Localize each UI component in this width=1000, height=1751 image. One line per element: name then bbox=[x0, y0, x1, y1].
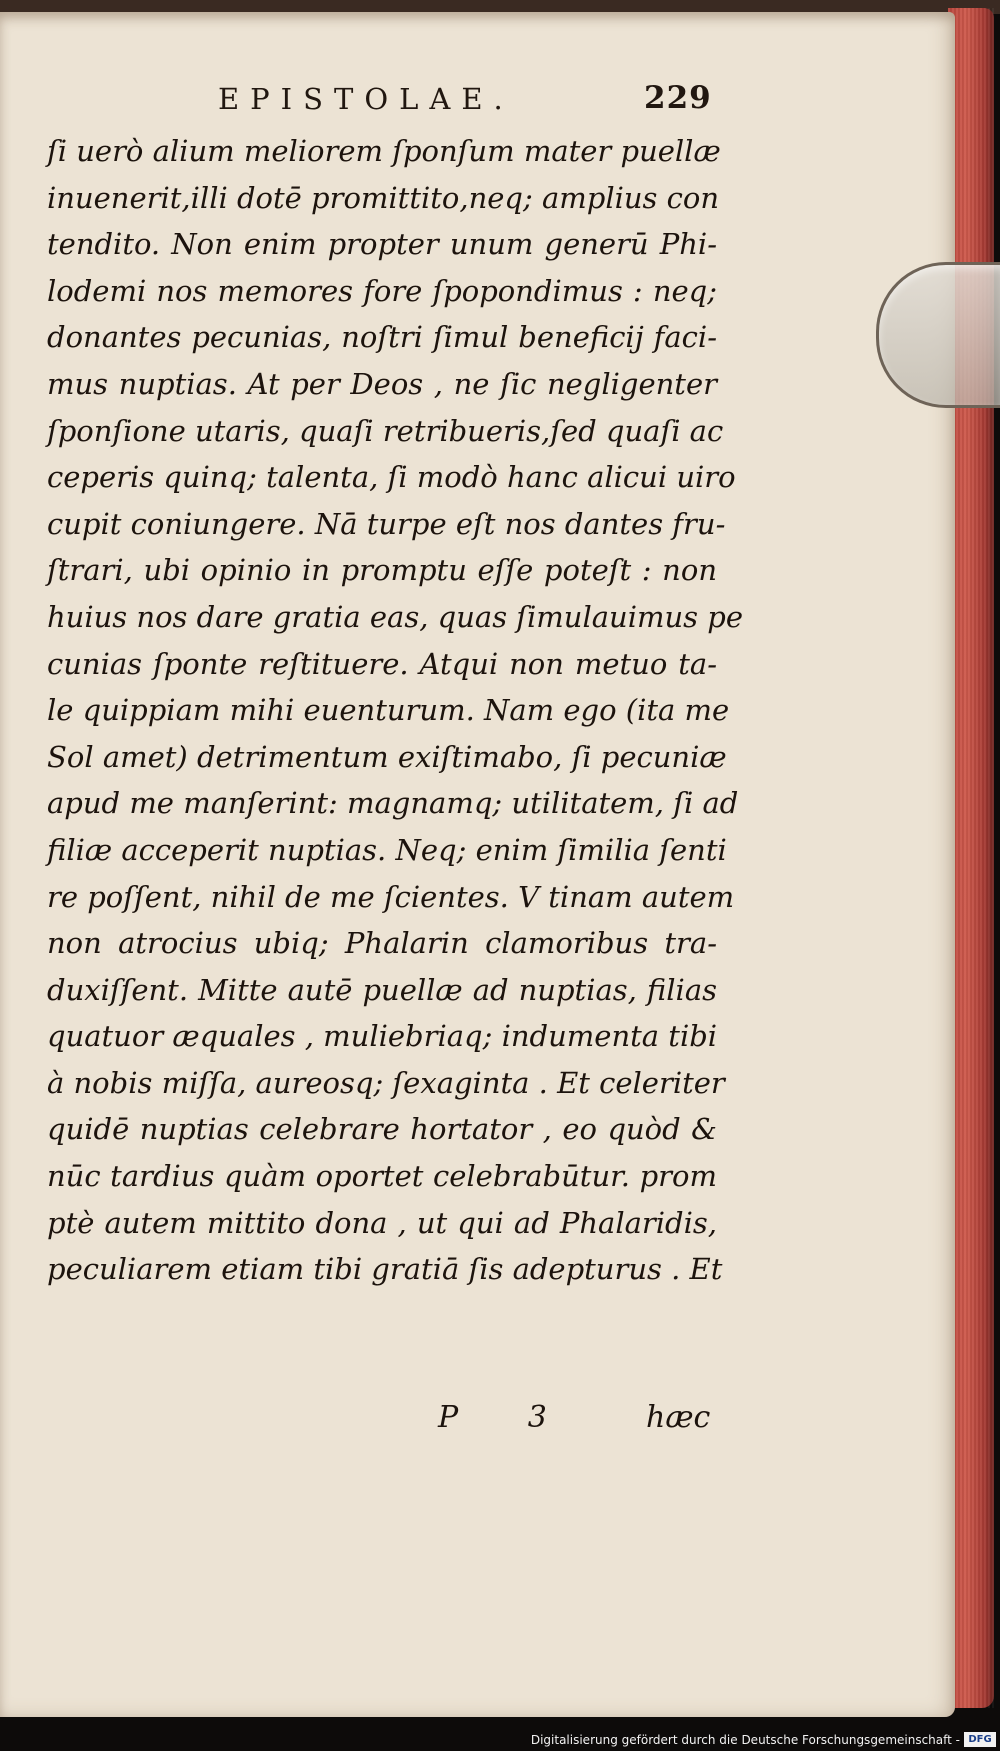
catchword: hæc bbox=[646, 1400, 711, 1435]
text-line: duxiſſent. Mitte autē puellæ ad nuptias, filias bbox=[47, 972, 717, 1007]
text-line: lodemi nos memores fore ſpopondimus : neq; bbox=[47, 273, 717, 308]
text-line: donantes pecunias, noſtri ſimul beneficij faci- bbox=[47, 320, 717, 355]
signature-mark: P 3 bbox=[438, 1400, 577, 1435]
text-line: Sol amet) detrimentum exiſtimabo, ſi pecuniæ bbox=[47, 739, 727, 774]
text-line: re poſſent, nihil de me ſcientes. V tinam autem bbox=[47, 879, 735, 914]
page-header bbox=[0, 82, 955, 122]
text-line: peculiarem etiam tibi gratiā ſis adepturus . Et bbox=[47, 1252, 723, 1287]
text-line: apud me manſerint: magnamq; utilitatem, ſi ad bbox=[47, 786, 739, 821]
text-line: ptè autem mittito dona , ut qui ad Phalaridis, bbox=[47, 1205, 717, 1240]
dfg-logo: DFG bbox=[964, 1732, 996, 1747]
text-line: à nobis miſſa, aureosq; ſexaginta . Et celeriter bbox=[47, 1065, 725, 1100]
text-line: non atrocius ubiq; Phalarin clamoribus tra- bbox=[47, 926, 717, 961]
text-line: ſi uerò alium meliorem ſponſum mater puellæ bbox=[47, 134, 721, 168]
text-line: quidē nuptias celebrare hortator , eo quòd & bbox=[47, 1112, 717, 1147]
text-line: cunias ſponte reſtituere. Atqui non metuo ta- bbox=[47, 646, 717, 681]
text-line: le quippiam mihi euenturum. Nam ego (ita me bbox=[47, 693, 730, 728]
page-clip-bookmark bbox=[876, 262, 1000, 408]
text-line: ſponſione utaris, quaſi retribueris,ſed quaſi ac bbox=[47, 413, 724, 448]
page-footer bbox=[0, 1400, 955, 1450]
text-line: quatuor æquales , muliebriaq; indumenta tibi bbox=[47, 1019, 718, 1054]
funding-credit: Digitalisierung gefördert durch die Deutsche Forschungsgemeinschaft - bbox=[530, 1733, 960, 1747]
text-line: inuenerit,illi dotē promittito,neq; amplius con bbox=[47, 180, 720, 215]
text-line: huius nos dare gratia eas, quas ſimulauimus pe bbox=[47, 599, 743, 634]
text-line: nūc tardius quàm oportet celebrabūtur. prom bbox=[47, 1159, 717, 1194]
text-line: mus nuptias. At per Deos , ne ſic negligenter bbox=[47, 366, 717, 401]
text-line: ceperis quinq; talenta, ſi modò hanc alicui uiro bbox=[47, 460, 736, 495]
text-line: filiæ acceperit nuptias. Neq; enim ſimilia ſenti bbox=[47, 832, 727, 867]
text-line: tendito. Non enim propter unum generū Phi- bbox=[47, 227, 717, 262]
latin-text-block bbox=[47, 128, 743, 1293]
running-head: EPISTOLAE. bbox=[218, 82, 514, 116]
credit-bar bbox=[0, 1730, 1000, 1751]
text-line: ſtrari, ubi opinio in promptu eſſe poteſt : non bbox=[47, 553, 717, 588]
page-number: 229 bbox=[644, 80, 712, 116]
text-line: cupit coniungere. Nā turpe eſt nos dantes fru- bbox=[47, 506, 726, 541]
